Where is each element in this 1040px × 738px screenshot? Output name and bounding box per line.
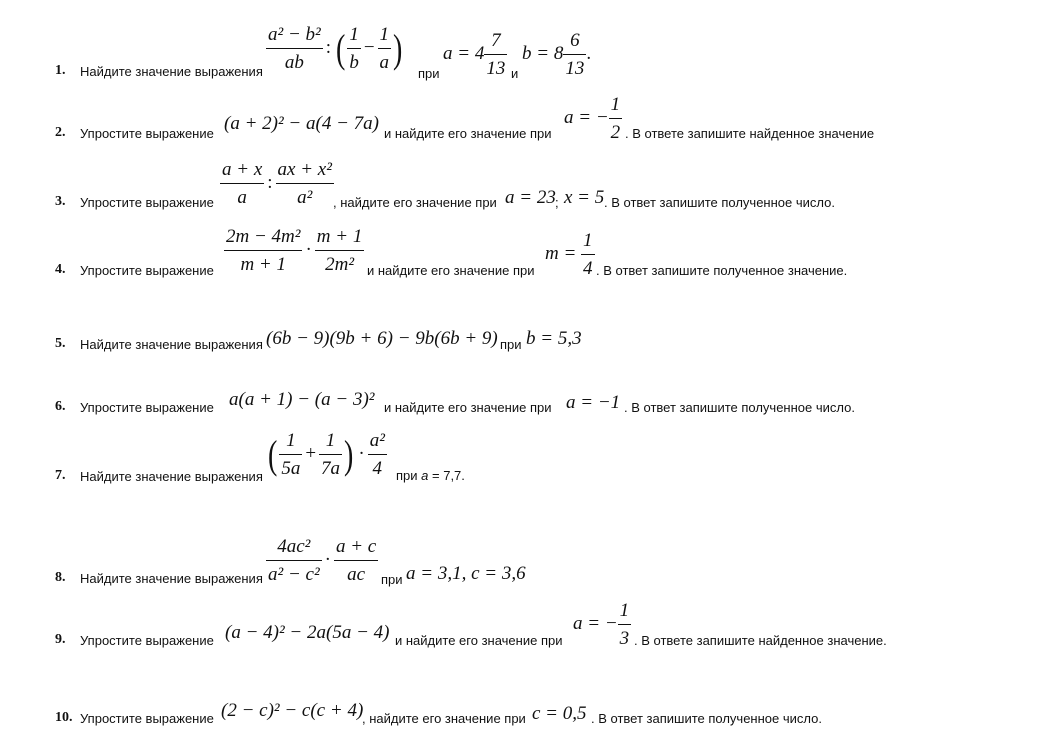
problem-text: при [381, 572, 403, 587]
problem-text: . В ответ запишите полученное значение. [596, 263, 848, 278]
math-expression: (a + 2)² − a(4 − 7a) [224, 113, 379, 134]
problem-number: 5. [55, 336, 66, 351]
problem-text: , найдите его значение при [362, 711, 526, 726]
math-expression: (a − 4)² − 2a(5a − 4) [225, 622, 390, 643]
problem-number: 7. [55, 468, 66, 483]
problem-number: 8. [55, 570, 66, 585]
problem-text: , найдите его значение при [333, 195, 497, 210]
problem-text: Упростите выражение [80, 126, 214, 141]
problem-text: Найдите значение выражения [80, 469, 263, 484]
math-expression: ( $\frac{1}{5a}$ + $\frac{1}{7a}$ ) · $\frac{\text{a²}}{4}$ [267, 430, 385, 479]
math-value: a = − $\frac{1}{3}$ [573, 600, 630, 649]
math-expression: (2 − c)² − c(c + 4) [221, 700, 364, 721]
problem-text: при a = 7,7. [396, 468, 465, 483]
math-value: b = 8 $\frac{6}{13}$ . [522, 30, 592, 79]
problem-number: 3. [55, 194, 66, 209]
problem-text: . В ответе запишите найденное значение. [634, 633, 887, 648]
problem-text: и найдите его значение при [384, 400, 552, 415]
problem-text: . В ответ запишите полученное число. [591, 711, 822, 726]
problem-number: 10. [55, 710, 73, 725]
problem-text: Упростите выражение [80, 633, 214, 648]
math-value: a = 3,1, c = 3,6 [406, 563, 526, 584]
problem-number: 1. [55, 63, 66, 78]
math-expression: $\frac{\text{4ac²}}{\text{a² − c²}}$ · $\frac{a + c}{ac}$ [268, 536, 377, 585]
problem-text: и найдите его значение при [395, 633, 563, 648]
problem-number: 6. [55, 399, 66, 414]
problem-text: Упростите выражение [80, 263, 214, 278]
problem-text: при [418, 66, 440, 81]
problem-text: Упростите выражение [80, 400, 214, 415]
problem-text: и [511, 66, 519, 81]
problem-text: . В ответ запишите полученное число. [624, 400, 855, 415]
problem-text: Найдите значение выражения [80, 337, 263, 352]
problem-text: и найдите его значение при [367, 263, 535, 278]
problem-text: . В ответе запишите найденное значение [625, 126, 875, 141]
math-expression: (6b − 9)(9b + 6) − 9b(6b + 9) [266, 328, 498, 349]
problem-text: и найдите его значение при [384, 126, 552, 141]
math-value: x = 5 [564, 187, 605, 208]
math-value: c = 0,5 [532, 703, 587, 724]
math-value: b = 5,3 [526, 328, 582, 349]
math-expression: $\frac{\text{a² − b²}}{ab}$ : ( $\frac{1}{b}$ − $\frac{1}{a}$ ) [268, 24, 403, 73]
problem-text: Найдите значение выражения [80, 64, 263, 79]
math-expression: $\frac{\text{2m − 4m²}}{m + 1}$ · $\frac{m + 1}{\text{2m²}}$ [226, 226, 363, 275]
math-expression: a(a + 1) − (a − 3)² [229, 389, 375, 410]
problem-number: 9. [55, 632, 66, 647]
problem-text: при [500, 337, 522, 352]
math-value: a = 23 [505, 187, 556, 208]
problem-text: Упростите выражение [80, 711, 214, 726]
problem-text: ; [555, 195, 559, 210]
math-value: m = $\frac{1}{4}$ [545, 230, 593, 279]
problem-number: 2. [55, 125, 66, 140]
math-value: a = 4 $\frac{7}{13}$ [443, 30, 506, 79]
math-expression: $\frac{a + x}{a}$ : $\frac{\text{ax + x²}}{\text{a²}}$ [222, 159, 332, 208]
problem-number: 4. [55, 262, 66, 277]
problem-text: . В ответ запишите полученное число. [604, 195, 835, 210]
problem-text: Найдите значение выражения [80, 571, 263, 586]
math-value: a = −1 [566, 392, 621, 413]
math-value: a = − $\frac{1}{2}$ [564, 94, 621, 143]
problem-text: Упростите выражение [80, 195, 214, 210]
